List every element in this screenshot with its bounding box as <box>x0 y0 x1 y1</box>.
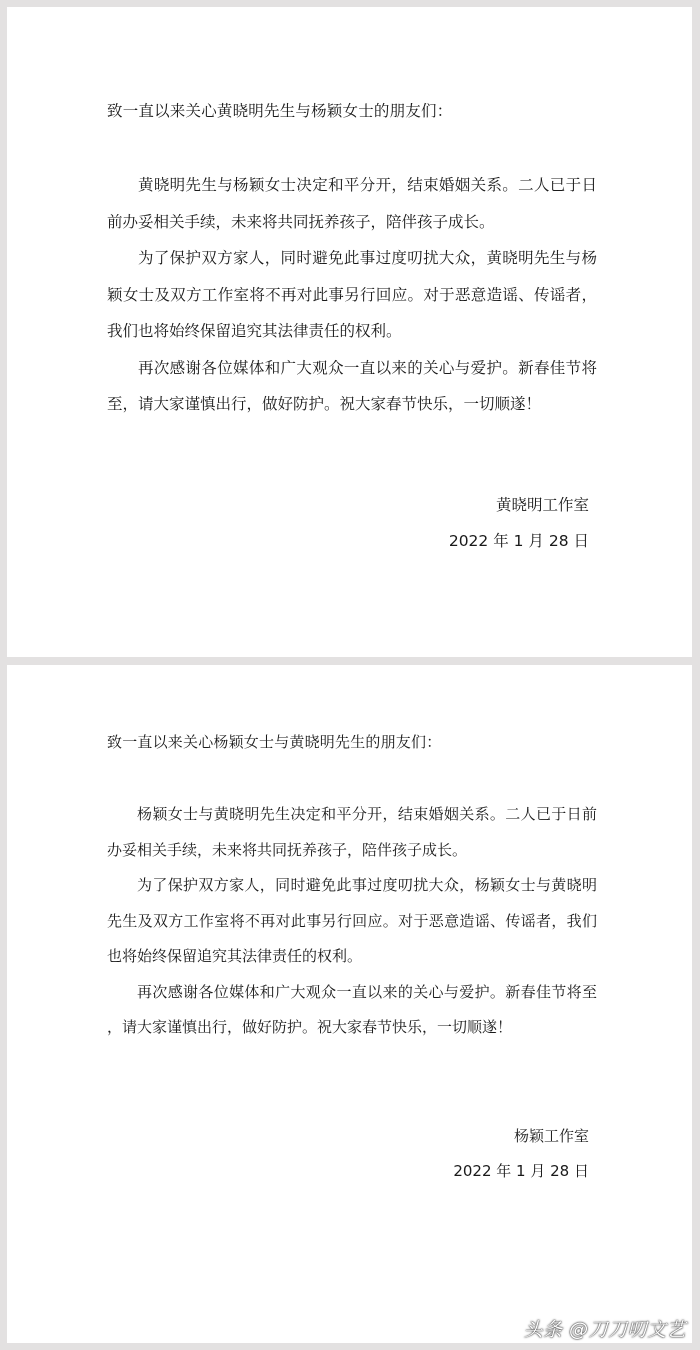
signature-date: 2022 年 1 月 28 日 <box>453 1162 589 1180</box>
statement-body <box>107 797 597 1046</box>
statement-page-1 <box>7 7 692 657</box>
signature-studio: 杨颖工作室 <box>513 1127 589 1145</box>
salutation: 致一直以来关心黄晓明先生与杨颖女士的朋友们： <box>107 102 453 120</box>
paragraph: 为了保护双方家人，同时避免此事过度叨扰大众，黄晓明先生与杨颖女士及双方工作室将不再对此事另行回应。对于恶意造谣、传谣者，我们也将始终保留追究其法律责任的权利。 <box>107 249 597 340</box>
paragraph: 为了保护双方家人，同时避免此事过度叨扰大众，杨颖女士与黄晓明先生及双方工作室将不再对此事另行回应。对于恶意造谣、传谣者，我们也将始终保留追究其法律责任的权利。 <box>107 876 597 965</box>
paragraph: 再次感谢各位媒体和广大观众一直以来的关心与爱护。新春佳节将至，请大家谨慎出行，做好防护。祝大家春节快乐，一切顺遂！ <box>107 358 597 413</box>
paragraph: 再次感谢各位媒体和广大观众一直以来的关心与爱护。新春佳节将至，请大家谨慎出行，做好防护。祝大家春节快乐，一切顺遂！ <box>107 982 597 1036</box>
statement-body <box>107 167 597 423</box>
salutation: 致一直以来关心杨颖女士与黄晓明先生的朋友们： <box>107 733 442 751</box>
signature-studio: 黄晓明工作室 <box>495 496 589 514</box>
paragraph: 黄晓明先生与杨颖女士决定和平分开，结束婚姻关系。二人已于日前办妥相关手续，未来将共同抚养孩子，陪伴孩子成长。 <box>107 176 597 231</box>
statement-page-2 <box>7 665 692 1343</box>
signature-date: 2022 年 1 月 28 日 <box>448 532 589 550</box>
paragraph: 杨颖女士与黄晓明先生决定和平分开，结束婚姻关系。二人已于日前办妥相关手续，未来将共同抚养孩子，陪伴孩子成长。 <box>107 805 597 859</box>
watermark: 头条 @刀刀叨文艺 <box>523 1319 686 1341</box>
